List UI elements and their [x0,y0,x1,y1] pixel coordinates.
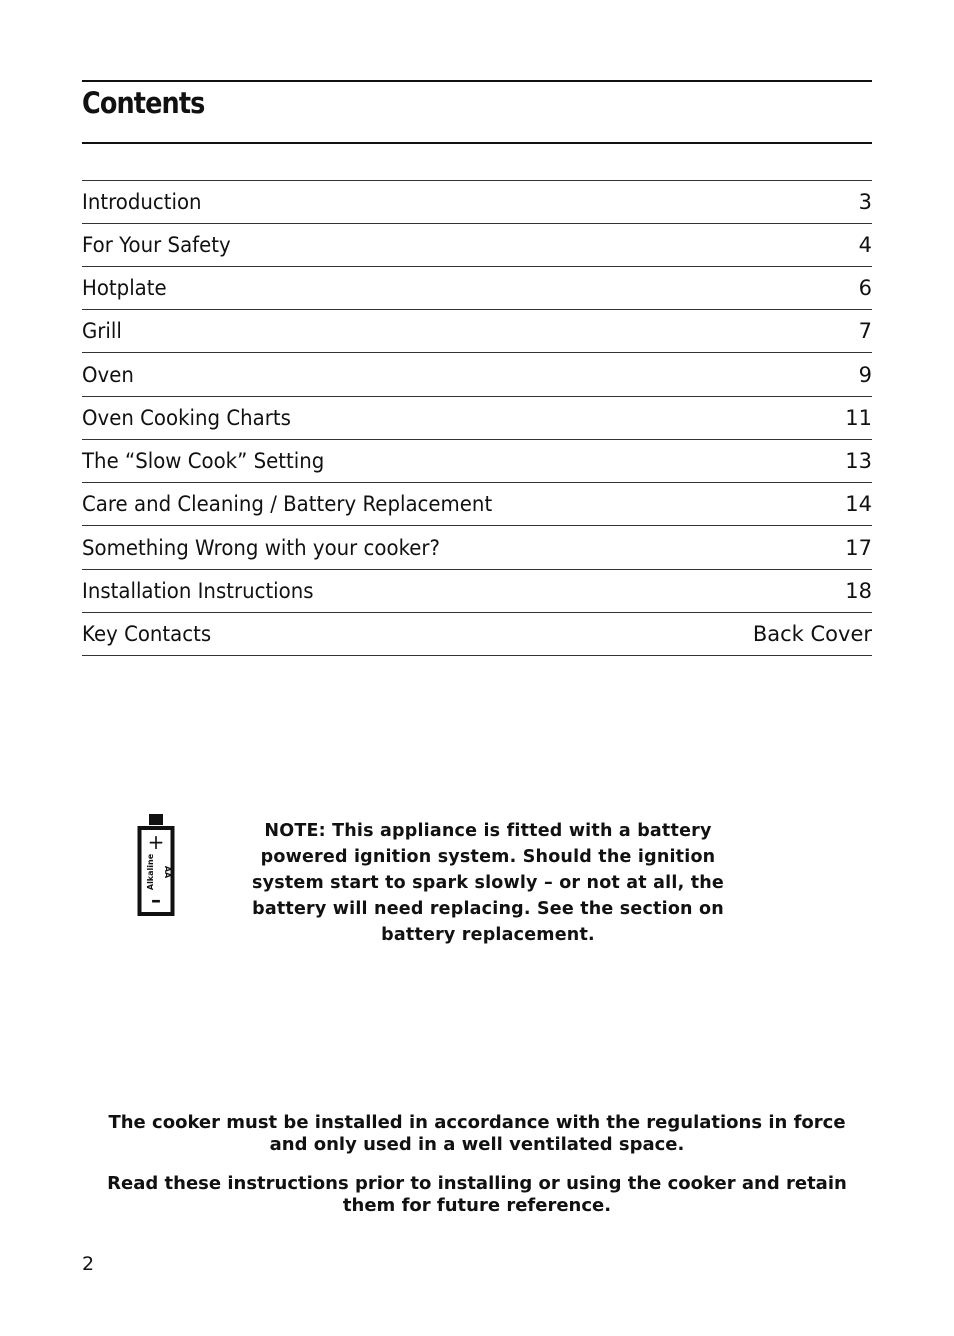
toc-title: Installation Instructions [82,579,314,603]
battery-note [238,818,738,948]
toc-row-oven-cooking-charts[interactable] [82,397,872,440]
table-of-contents [82,180,872,656]
toc-title: Oven Cooking Charts [82,406,291,430]
header-bottom-rule [82,142,872,144]
toc-title: The “Slow Cook” Setting [82,449,325,473]
toc-page: 14 [845,492,872,516]
toc-row-care-cleaning[interactable] [82,483,872,526]
toc-page: 11 [845,406,872,430]
toc-title: Key Contacts [82,622,212,646]
battery-plus-sign: + [147,830,165,854]
retain-instructions-notice [82,1173,872,1217]
installation-regulations-notice [82,1112,872,1156]
installation-line: Read these instructions prior to installing or using the cooker and retain [107,1173,847,1194]
page-number: 2 [82,1253,95,1275]
toc-row-key-contacts[interactable] [82,613,872,656]
toc-row-installation[interactable] [82,570,872,613]
header-top-rule [82,80,872,82]
toc-page: 17 [845,535,872,560]
toc-title: Oven [82,362,134,387]
toc-row-slow-cook[interactable] [82,440,872,483]
toc-row-introduction[interactable] [82,181,872,224]
toc-title: Care and Cleaning / Battery Replacement [82,492,493,516]
toc-page: 13 [845,449,872,473]
toc-title: Something Wrong with your cooker? [82,535,441,560]
toc-row-hotplate[interactable] [82,267,872,310]
toc-title: Introduction [82,190,202,214]
installation-line: The cooker must be installed in accordance with the regulations in force [108,1112,846,1133]
toc-title: Grill [82,319,122,343]
toc-title: For Your Safety [82,233,231,257]
toc-row-oven[interactable] [82,353,872,397]
battery-minus-sign: – [151,888,161,912]
toc-page: 3 [858,190,872,214]
battery-note-line: NOTE: This appliance is fitted with a battery [264,821,712,841]
battery-size-label: AA [163,865,172,879]
toc-page: Back Cover [752,622,872,646]
toc-page: 7 [858,319,872,343]
toc-row-grill[interactable] [82,310,872,353]
battery-note-line: powered ignition system. Should the ignition [260,847,716,867]
battery-note-line: battery will need replacing. See the section on [252,899,724,919]
toc-page: 4 [858,233,872,257]
battery-icon [137,814,177,918]
battery-type-label: Alkaline [146,853,155,891]
battery-note-line: battery replacement. [381,925,595,945]
toc-title: Hotplate [82,276,167,300]
battery-terminal [149,814,163,825]
battery-note-line: system start to spark slowly – or not at all, the [251,873,724,893]
installation-line: and only used in a well ventilated space. [269,1134,685,1155]
installation-line: them for future reference. [342,1195,612,1216]
toc-row-safety[interactable] [82,224,872,267]
page-title: Contents [82,86,205,120]
toc-page: 6 [858,276,872,300]
toc-page: 18 [845,579,872,603]
toc-page: 9 [858,362,872,387]
toc-row-something-wrong[interactable] [82,526,872,570]
